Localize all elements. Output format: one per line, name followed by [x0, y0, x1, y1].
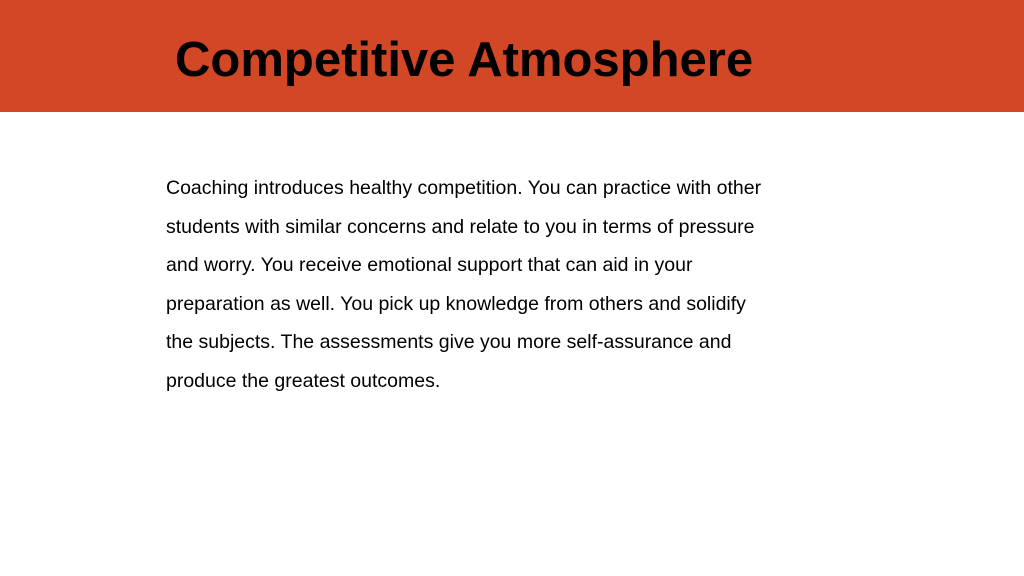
body-line: and worry. You receive emotional support that can aid in your [166, 254, 693, 277]
body-line: preparation as well. You pick up knowledge from others and solidify [166, 292, 746, 315]
body-line: students with similar concerns and relate to you in terms of pressure [166, 215, 755, 238]
body-line: the subjects. The assessments give you more self-assurance and [166, 331, 732, 354]
body-paragraph [166, 169, 846, 401]
slide-title: Competitive Atmosphere [175, 33, 754, 87]
body-line: produce the greatest outcomes. [166, 369, 441, 392]
body-line: Coaching introduces healthy competition. You can practice with other [166, 177, 762, 199]
